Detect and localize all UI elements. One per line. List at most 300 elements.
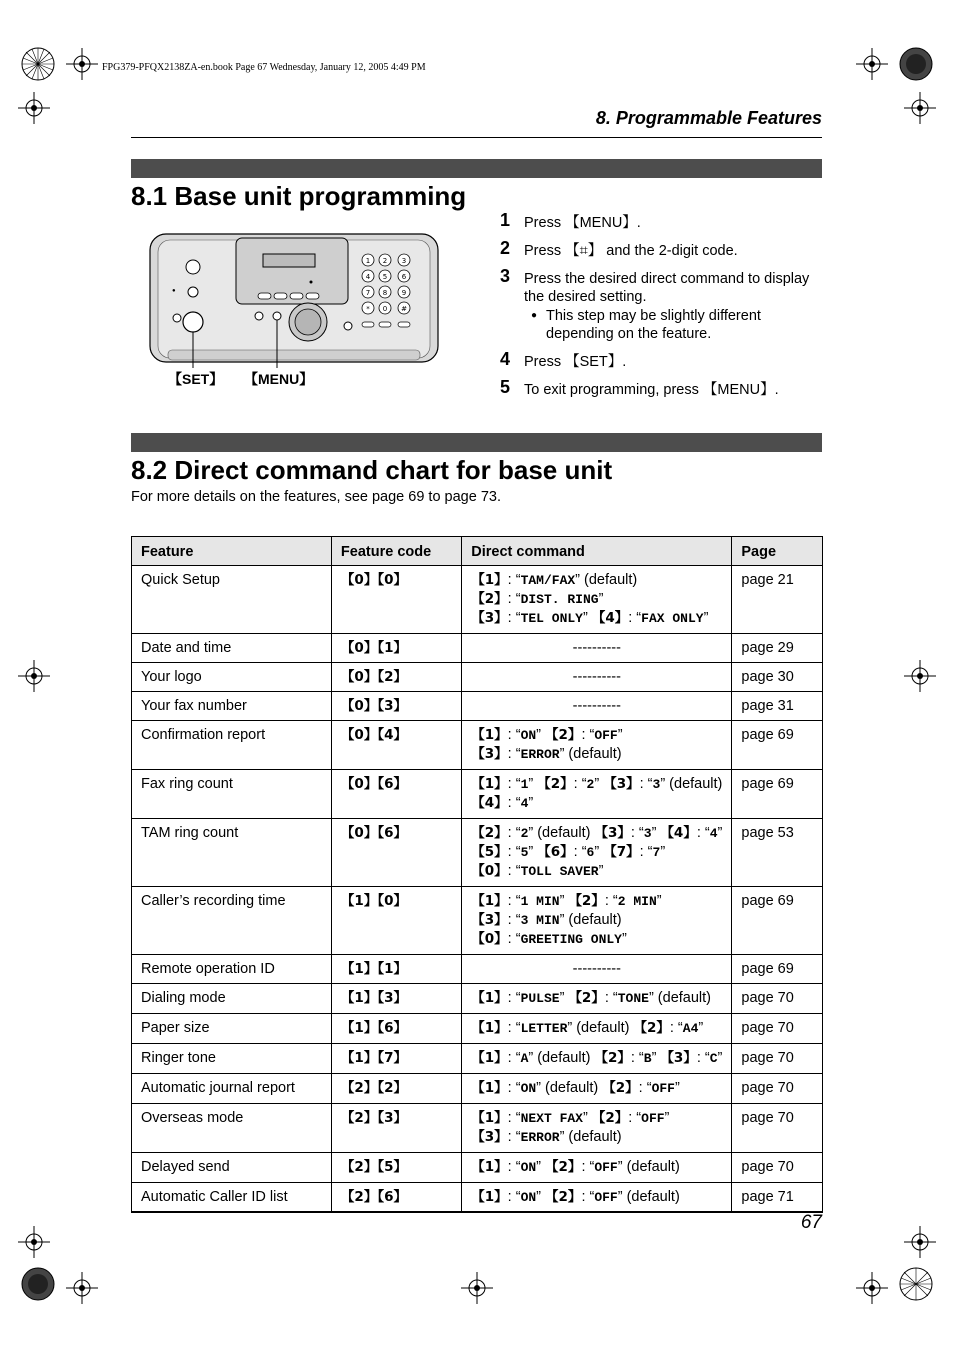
setting-value: OFF bbox=[651, 1081, 675, 1096]
setting-value: 1 bbox=[520, 777, 529, 792]
command-line bbox=[471, 609, 722, 628]
key-label: 【1】 bbox=[471, 727, 508, 743]
setting-value: OFF bbox=[594, 728, 618, 743]
command-line bbox=[471, 775, 722, 794]
command-text: : “ bbox=[507, 893, 521, 909]
setting-value: TOLL SAVER bbox=[520, 864, 599, 879]
key-label: 【3】 bbox=[471, 610, 508, 626]
key-label: 【2】 bbox=[537, 776, 574, 792]
page-ref-cell: page 71 bbox=[732, 1183, 823, 1213]
step-text: Press 【⌗】 and the 2-digit code. bbox=[524, 243, 738, 259]
setting-value: 3 bbox=[652, 777, 661, 792]
key-label: 【2】 bbox=[568, 990, 605, 1006]
crosshair-mark-bottom-right bbox=[856, 1272, 888, 1304]
command-line bbox=[471, 1049, 722, 1068]
setting-value: C bbox=[709, 1051, 718, 1066]
key-label: 【2】 bbox=[471, 825, 508, 841]
table-row bbox=[132, 770, 823, 819]
direct-command-cell bbox=[462, 566, 732, 634]
command-text: ” bbox=[651, 1050, 661, 1066]
setting-value: 5 bbox=[520, 845, 529, 860]
direct-command-cell bbox=[462, 1183, 732, 1213]
table-header-row bbox=[132, 537, 823, 566]
key-label: 【3】 bbox=[471, 1129, 508, 1145]
feature-code-cell: 【0】【0】 bbox=[331, 566, 461, 634]
key-label: 【1】 bbox=[471, 572, 508, 588]
command-text: ” bbox=[528, 844, 538, 860]
setting-value: ON bbox=[520, 1081, 537, 1096]
command-text: ” bbox=[717, 825, 723, 841]
command-text: : “ bbox=[638, 1080, 652, 1096]
feature-code-cell: 【0】【6】 bbox=[331, 819, 461, 887]
page-ref-cell: page 53 bbox=[732, 819, 823, 887]
feature-code-cell: 【0】【1】 bbox=[331, 634, 461, 663]
command-text: ” bbox=[703, 610, 709, 626]
command-text: ” bbox=[528, 776, 538, 792]
command-text: : “ bbox=[507, 912, 521, 928]
direct-command-cell bbox=[462, 1074, 732, 1104]
crosshair-mark-top-left bbox=[66, 48, 98, 80]
column-header: Feature bbox=[132, 537, 332, 566]
feature-code-cell: 【2】【5】 bbox=[331, 1153, 461, 1183]
setting-value: 2 bbox=[586, 777, 595, 792]
key-label: 【3】 bbox=[471, 912, 508, 928]
command-text: : “ bbox=[628, 1110, 642, 1126]
page-ref-cell: page 31 bbox=[732, 692, 823, 721]
keypad-key: * bbox=[366, 305, 370, 313]
setting-value: 4 bbox=[709, 826, 718, 841]
table-row bbox=[132, 634, 823, 663]
direct-command-cell bbox=[462, 1104, 732, 1153]
page-ref-cell: page 70 bbox=[732, 1074, 823, 1104]
page-ref-cell: page 69 bbox=[732, 770, 823, 819]
menu-key-label: 【MENU】 bbox=[244, 371, 314, 387]
key-label: 【2】 bbox=[602, 1080, 639, 1096]
command-text: ” bbox=[598, 591, 604, 607]
step-text: Press 【MENU】. bbox=[524, 215, 641, 231]
command-text: : “ bbox=[507, 795, 521, 811]
feature-cell: Overseas mode bbox=[132, 1104, 332, 1153]
command-text: : “ bbox=[507, 990, 521, 1006]
page-ref-cell: page 70 bbox=[732, 984, 823, 1014]
key-label: 【0】 bbox=[471, 863, 508, 879]
command-text: : “ bbox=[696, 825, 710, 841]
column-header: Direct command bbox=[462, 537, 732, 566]
setting-value: 7 bbox=[652, 845, 661, 860]
setting-value: ERROR bbox=[520, 1130, 560, 1145]
command-text: ” (default) bbox=[617, 1189, 680, 1205]
feature-cell: TAM ring count bbox=[132, 819, 332, 887]
key-label: 【2】 bbox=[594, 1050, 631, 1066]
keypad-key: 4 bbox=[365, 273, 371, 281]
direct-command-cell bbox=[462, 770, 732, 819]
feature-code-cell: 【2】【2】 bbox=[331, 1074, 461, 1104]
setting-value: B bbox=[643, 1051, 652, 1066]
command-text: : “ bbox=[628, 610, 642, 626]
registration-mark-bottom-right bbox=[896, 1264, 936, 1304]
command-text: ” (default) bbox=[648, 990, 712, 1006]
page-ref-cell: page 70 bbox=[732, 1044, 823, 1074]
keypad-key: 1 bbox=[365, 257, 371, 265]
feature-code-cell: 【1】【0】 bbox=[331, 887, 461, 955]
command-text: ” (default) bbox=[559, 746, 622, 762]
step-2 bbox=[500, 238, 830, 260]
command-text: : “ bbox=[639, 844, 653, 860]
feature-cell: Date and time bbox=[132, 634, 332, 663]
page-ref-cell: page 70 bbox=[732, 1014, 823, 1044]
command-text: : “ bbox=[604, 990, 618, 1006]
key-label: 【1】 bbox=[471, 1159, 508, 1175]
setting-value: GREETING ONLY bbox=[520, 932, 622, 947]
key-label: 【3】 bbox=[471, 746, 508, 762]
command-text: : “ bbox=[581, 1159, 595, 1175]
command-text: ” (default) bbox=[559, 912, 622, 928]
command-text: ” bbox=[559, 893, 569, 909]
setting-value: PULSE bbox=[520, 991, 560, 1006]
step-4 bbox=[500, 349, 830, 371]
setting-value: 3 MIN bbox=[520, 913, 560, 928]
step-5 bbox=[500, 377, 830, 399]
command-line bbox=[471, 590, 722, 609]
command-line bbox=[471, 1019, 722, 1038]
keypad-key: 7 bbox=[365, 289, 371, 297]
table-row bbox=[132, 721, 823, 770]
step-number: 1 bbox=[500, 210, 511, 230]
key-label: 【6】 bbox=[537, 844, 574, 860]
setting-value: OFF bbox=[594, 1190, 618, 1205]
section-bar-8-1 bbox=[131, 159, 822, 178]
feature-cell: Remote operation ID bbox=[132, 955, 332, 984]
crosshair-mark-bottom-left bbox=[66, 1272, 98, 1304]
feature-cell: Your logo bbox=[132, 663, 332, 692]
keypad-key: 8 bbox=[382, 289, 388, 297]
file-info: FPG379-PFQX2138ZA-en.book Page 67 Wednesday, January 12, 2005 4:49 PM bbox=[102, 62, 426, 73]
key-label: 【3】 bbox=[603, 776, 640, 792]
command-line bbox=[471, 1188, 722, 1207]
keypad-key: # bbox=[401, 305, 407, 313]
command-text: : “ bbox=[630, 1050, 644, 1066]
keypad-key: 0 bbox=[382, 305, 388, 313]
step-number: 2 bbox=[500, 238, 511, 258]
direct-command-cell bbox=[462, 721, 732, 770]
page-ref-cell: page 69 bbox=[732, 955, 823, 984]
command-line bbox=[471, 745, 722, 764]
command-text: : “ bbox=[507, 610, 521, 626]
key-label: 【2】 bbox=[633, 1020, 670, 1036]
command-text: : “ bbox=[507, 572, 521, 588]
crosshair-mark-lower-right bbox=[904, 1226, 936, 1258]
key-label: 【4】 bbox=[660, 825, 697, 841]
page-ref-cell: page 70 bbox=[732, 1104, 823, 1153]
table-row bbox=[132, 819, 823, 887]
registration-mark-top-right bbox=[896, 44, 936, 84]
command-text: : “ bbox=[630, 825, 644, 841]
step-note: ● This step may be slightly different depending on the feature. bbox=[524, 307, 830, 343]
column-header: Page bbox=[732, 537, 823, 566]
table-row bbox=[132, 566, 823, 634]
table-row bbox=[132, 1044, 823, 1074]
registration-mark-bottom-left bbox=[18, 1264, 58, 1304]
command-text: : “ bbox=[507, 746, 521, 762]
command-line bbox=[471, 1128, 722, 1147]
table-row bbox=[132, 692, 823, 721]
setting-value: 2 MIN bbox=[617, 894, 657, 909]
command-text: ” bbox=[582, 610, 592, 626]
command-line bbox=[471, 794, 722, 813]
direct-command-cell: ---------- bbox=[462, 955, 732, 984]
command-line bbox=[471, 989, 722, 1008]
setting-value: A bbox=[520, 1051, 529, 1066]
key-label: 【1】 bbox=[471, 1020, 508, 1036]
table-row bbox=[132, 887, 823, 955]
direct-command-cell bbox=[462, 1044, 732, 1074]
command-text: ” (default) bbox=[559, 1129, 622, 1145]
page-ref-cell: page 69 bbox=[732, 887, 823, 955]
keypad-key: 5 bbox=[382, 273, 388, 281]
key-label: 【1】 bbox=[471, 990, 508, 1006]
feature-cell: Confirmation report bbox=[132, 721, 332, 770]
command-text: ” (default) bbox=[617, 1159, 680, 1175]
key-label: 【1】 bbox=[471, 1110, 508, 1126]
key-label: 【7】 bbox=[603, 844, 640, 860]
direct-command-cell: ---------- bbox=[462, 663, 732, 692]
key-label: 【2】 bbox=[545, 1189, 582, 1205]
command-text: ” bbox=[621, 931, 627, 947]
command-text: : “ bbox=[507, 1080, 521, 1096]
setting-value: TEL ONLY bbox=[520, 611, 583, 626]
step-1 bbox=[500, 210, 830, 232]
set-key-label: 【SET】 bbox=[168, 371, 224, 387]
command-text: ” bbox=[528, 795, 534, 811]
command-text: ” bbox=[717, 1050, 723, 1066]
setting-value: OFF bbox=[594, 1160, 618, 1175]
table-row bbox=[132, 955, 823, 984]
feature-cell: Quick Setup bbox=[132, 566, 332, 634]
registration-mark-top-left bbox=[18, 44, 58, 84]
key-label: 【1】 bbox=[471, 1050, 508, 1066]
command-text: ” bbox=[598, 863, 604, 879]
key-label: 【2】 bbox=[545, 1159, 582, 1175]
command-text: ” bbox=[594, 776, 604, 792]
command-text: : “ bbox=[581, 727, 595, 743]
direct-command-table bbox=[131, 536, 823, 1213]
page-ref-cell: page 30 bbox=[732, 663, 823, 692]
feature-cell: Caller’s recording time bbox=[132, 887, 332, 955]
command-text: : “ bbox=[507, 1020, 521, 1036]
feature-cell: Your fax number bbox=[132, 692, 332, 721]
direct-command-cell: ---------- bbox=[462, 634, 732, 663]
step-number: 5 bbox=[500, 377, 511, 397]
step-number: 4 bbox=[500, 349, 511, 369]
feature-cell: Delayed send bbox=[132, 1153, 332, 1183]
footer-rule bbox=[131, 1211, 822, 1212]
command-text: ” (default) bbox=[567, 1020, 634, 1036]
command-text: ” bbox=[536, 727, 546, 743]
crosshair-mark-bottom-center bbox=[461, 1272, 493, 1304]
setting-value: OFF bbox=[641, 1111, 665, 1126]
page-ref-cell: page 69 bbox=[732, 721, 823, 770]
setting-value: DIST. RING bbox=[520, 592, 599, 607]
section-title-8-1: 8.1 Base unit programming bbox=[131, 181, 467, 211]
command-text: : “ bbox=[507, 727, 521, 743]
command-text: : “ bbox=[507, 931, 521, 947]
step-text: Press the desired direct command to display the desired setting. bbox=[524, 271, 810, 305]
table-row bbox=[132, 1074, 823, 1104]
key-label: 【3】 bbox=[594, 825, 631, 841]
command-line bbox=[471, 930, 722, 949]
command-text: : “ bbox=[507, 1050, 521, 1066]
command-text: : “ bbox=[507, 776, 521, 792]
command-line bbox=[471, 726, 722, 745]
key-label: 【1】 bbox=[471, 776, 508, 792]
key-label: 【0】 bbox=[471, 931, 508, 947]
feature-code-cell: 【2】【6】 bbox=[331, 1183, 461, 1213]
key-label: 【2】 bbox=[591, 1110, 629, 1126]
command-text: : “ bbox=[573, 844, 587, 860]
feature-cell: Paper size bbox=[132, 1014, 332, 1044]
feature-cell: Ringer tone bbox=[132, 1044, 332, 1074]
command-text: : “ bbox=[507, 591, 521, 607]
key-label: 【2】 bbox=[545, 727, 582, 743]
feature-cell: Automatic Caller ID list bbox=[132, 1183, 332, 1213]
command-text: : “ bbox=[581, 1189, 595, 1205]
section-title-8-2: 8.2 Direct command chart for base unit bbox=[131, 455, 613, 485]
feature-cell: Automatic journal report bbox=[132, 1074, 332, 1104]
crosshair-mark-top-right bbox=[856, 48, 888, 80]
command-text: ” bbox=[674, 1080, 680, 1096]
command-line bbox=[471, 1158, 722, 1177]
key-label: 【4】 bbox=[471, 795, 508, 811]
command-text: ” (default) bbox=[660, 776, 723, 792]
command-text: ” bbox=[660, 844, 666, 860]
command-text: ” (default) bbox=[536, 1080, 603, 1096]
key-label: 【1】 bbox=[471, 893, 508, 909]
command-text: : “ bbox=[639, 776, 653, 792]
setting-value: ON bbox=[520, 728, 537, 743]
page-ref-cell: page 70 bbox=[732, 1153, 823, 1183]
table-row bbox=[132, 1153, 823, 1183]
command-text: ” (default) bbox=[575, 572, 638, 588]
page-ref-cell: page 21 bbox=[732, 566, 823, 634]
keypad-key: 6 bbox=[401, 273, 407, 281]
feature-cell: Fax ring count bbox=[132, 770, 332, 819]
command-text: : “ bbox=[507, 825, 521, 841]
section-intro: For more details on the features, see page 69 to page 73. bbox=[131, 489, 501, 505]
table-row bbox=[132, 1183, 823, 1213]
svg-text:●: ● bbox=[172, 288, 176, 294]
setting-value: 6 bbox=[586, 845, 595, 860]
command-text: : “ bbox=[507, 844, 521, 860]
setting-value: ON bbox=[520, 1160, 537, 1175]
direct-command-cell bbox=[462, 984, 732, 1014]
command-line bbox=[471, 824, 722, 843]
step-text: Press 【SET】. bbox=[524, 354, 627, 370]
keypad-key: 9 bbox=[401, 289, 407, 297]
table-row bbox=[132, 1014, 823, 1044]
keypad-key: 3 bbox=[401, 257, 407, 265]
direct-command-cell bbox=[462, 887, 732, 955]
command-line bbox=[471, 862, 722, 881]
column-header: Feature code bbox=[331, 537, 461, 566]
key-label: 【3】 bbox=[660, 1050, 697, 1066]
command-text: : “ bbox=[696, 1050, 710, 1066]
setting-value: ERROR bbox=[520, 747, 560, 762]
table-row bbox=[132, 1104, 823, 1153]
feature-code-cell: 【2】【3】 bbox=[331, 1104, 461, 1153]
crosshair-mark-lower-left bbox=[18, 1226, 50, 1258]
command-text: : “ bbox=[604, 893, 618, 909]
command-text: ” bbox=[656, 893, 662, 909]
feature-code-cell: 【0】【6】 bbox=[331, 770, 461, 819]
setting-value: TONE bbox=[617, 991, 649, 1006]
step-3 bbox=[500, 266, 830, 343]
direct-command-cell bbox=[462, 1014, 732, 1044]
feature-code-cell: 【1】【1】 bbox=[331, 955, 461, 984]
command-text: : “ bbox=[669, 1020, 683, 1036]
setting-value: 4 bbox=[520, 796, 529, 811]
command-text: ” bbox=[698, 1020, 704, 1036]
setting-value: ON bbox=[520, 1190, 537, 1205]
command-line bbox=[471, 571, 722, 590]
feature-code-cell: 【0】【3】 bbox=[331, 692, 461, 721]
crosshair-mark-middle-right bbox=[904, 660, 936, 692]
key-label: 【2】 bbox=[568, 893, 605, 909]
crosshair-mark-upper-right bbox=[904, 92, 936, 124]
page-number: 67 bbox=[800, 1212, 822, 1233]
command-text: : “ bbox=[507, 1110, 521, 1126]
command-line bbox=[471, 911, 722, 930]
command-text: ” bbox=[651, 825, 661, 841]
command-text: : “ bbox=[507, 1189, 521, 1205]
page-ref-cell: page 29 bbox=[732, 634, 823, 663]
command-text: ” bbox=[582, 1110, 592, 1126]
setting-value: 3 bbox=[643, 826, 652, 841]
command-text: ” bbox=[559, 990, 569, 1006]
step-number: 3 bbox=[500, 266, 511, 286]
feature-code-cell: 【0】【4】 bbox=[331, 721, 461, 770]
table-row bbox=[132, 984, 823, 1014]
command-text: : “ bbox=[507, 1159, 521, 1175]
setting-value: 1 MIN bbox=[520, 894, 560, 909]
setting-value: FAX ONLY bbox=[641, 611, 704, 626]
keypad-key: 2 bbox=[382, 257, 388, 265]
command-text: : “ bbox=[507, 863, 521, 879]
command-text: ” (default) bbox=[528, 1050, 595, 1066]
header-rule bbox=[131, 137, 822, 138]
setting-value: TAM/FAX bbox=[520, 573, 576, 588]
command-text: ” bbox=[536, 1159, 546, 1175]
command-text: ” bbox=[594, 844, 604, 860]
command-line bbox=[471, 1079, 722, 1098]
command-line bbox=[471, 1109, 722, 1128]
feature-code-cell: 【1】【6】 bbox=[331, 1014, 461, 1044]
key-label: 【1】 bbox=[471, 1189, 508, 1205]
programming-steps bbox=[500, 210, 830, 409]
command-text: ” bbox=[617, 727, 623, 743]
feature-cell: Dialing mode bbox=[132, 984, 332, 1014]
command-text: ” bbox=[536, 1189, 546, 1205]
command-text: : “ bbox=[507, 1129, 521, 1145]
crosshair-mark-middle-left bbox=[18, 660, 50, 692]
command-text: : “ bbox=[573, 776, 587, 792]
setting-value: NEXT FAX bbox=[520, 1111, 583, 1126]
setting-value: LETTER bbox=[520, 1021, 568, 1036]
direct-command-cell bbox=[462, 819, 732, 887]
command-text: ” (default) bbox=[528, 825, 595, 841]
direct-command-cell: ---------- bbox=[462, 692, 732, 721]
setting-value: 2 bbox=[520, 826, 529, 841]
command-line bbox=[471, 843, 722, 862]
